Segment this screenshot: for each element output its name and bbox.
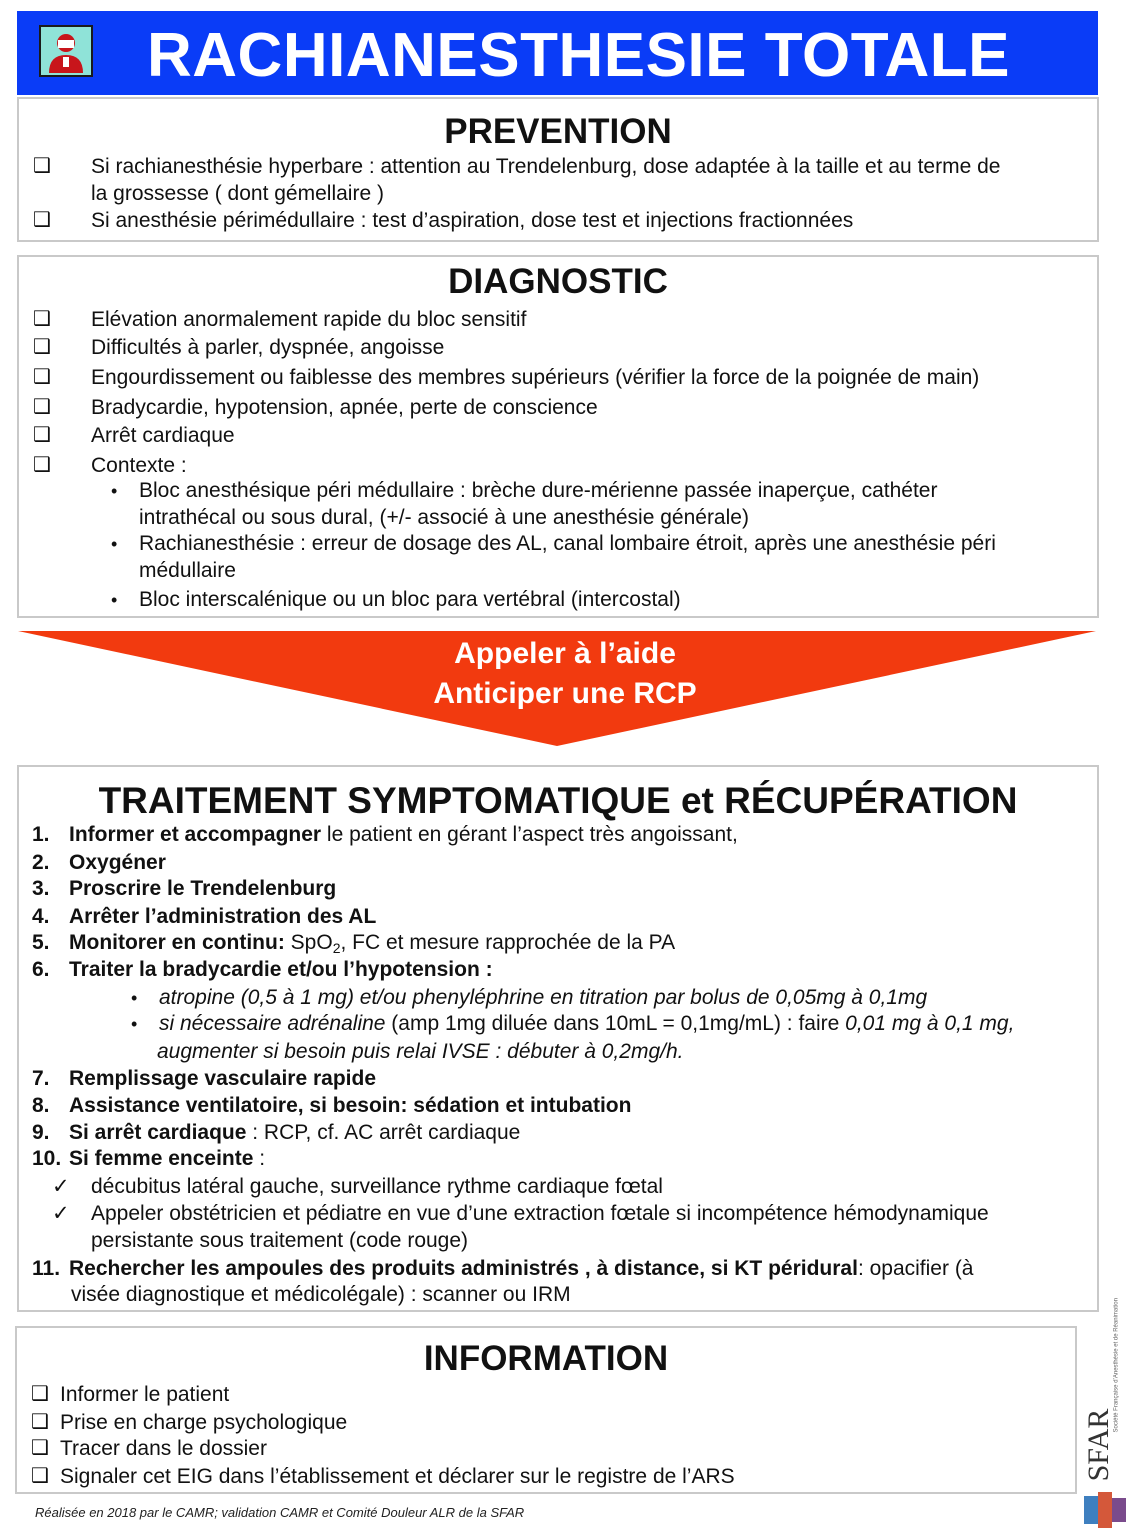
treatment-item-6b: si nécessaire adrénaline (amp 1mg diluée dans 10mL = 0,1mg/mL) : faire 0,01 mg à 0,1 mg, <box>159 1012 1015 1035</box>
logo-subtitle: Société Française d’Anesthésie et de Réanimation <box>1113 1298 1120 1433</box>
item-number: 1. <box>32 823 50 846</box>
title-banner <box>17 11 1098 95</box>
checkbox-icon: ❑ <box>31 1437 49 1459</box>
context-item: Bloc anesthésique péri médullaire : brèche dure-mérienne passée inaperçue, cathéter <box>139 479 938 502</box>
context-item-cont: médullaire <box>139 559 236 582</box>
treatment-item-10a: décubitus latéral gauche, surveillance rythme cardiaque fœtal <box>91 1175 663 1198</box>
treatment-item-1: Informer et accompagner le patient en gérant l’aspect très angoissant, <box>69 823 738 846</box>
bullet-icon: • <box>131 988 138 1008</box>
diagnostic-item: Arrêt cardiaque <box>91 424 235 447</box>
treatment-item-10: Si femme enceinte : <box>69 1147 266 1170</box>
call-for-help-text: Appeler à l’aide <box>454 637 676 670</box>
information-item: Prise en charge psychologique <box>60 1411 348 1434</box>
diagnostic-section <box>17 255 1099 618</box>
diagnostic-item: Engourdissement ou faiblesse des membres supérieurs (vérifier la force de la poignée de main) <box>91 366 980 389</box>
treatment-item-11-cont: visée diagnostique et médicolégale) : scanner ou IRM <box>71 1283 571 1306</box>
treatment-item-8: Assistance ventilatoire, si besoin: sédation et intubation <box>69 1094 632 1117</box>
item-number: 7. <box>32 1067 50 1090</box>
treatment-item-6b-cont: augmenter si besoin puis relai IVSE : débuter à 0,2mg/h. <box>157 1040 684 1063</box>
checkbox-icon: ❑ <box>31 1411 49 1433</box>
checkbox-icon: ❑ <box>33 366 51 388</box>
treatment-title: TRAITEMENT SYMPTOMATIQUE et RÉCUPÉRATION <box>98 780 1018 821</box>
check-icon: ✓ <box>52 1175 70 1198</box>
information-item: Tracer dans le dossier <box>60 1437 267 1460</box>
treatment-item-10b-cont: persistante sous traitement (code rouge) <box>91 1229 469 1252</box>
item-number: 8. <box>32 1094 50 1117</box>
footer-credit: Réalisée en 2018 par le CAMR; validation CAMR et Comité Douleur ALR de la SFAR <box>35 1505 525 1520</box>
checkbox-icon: ❑ <box>33 155 51 177</box>
bullet-icon: • <box>111 590 118 610</box>
checkbox-icon: ❑ <box>33 454 51 476</box>
treatment-item-3: Proscrire le Trendelenburg <box>69 877 337 900</box>
item-number: 4. <box>32 905 50 928</box>
item-number: 6. <box>32 958 50 981</box>
item-number: 3. <box>32 877 50 900</box>
treatment-section <box>17 765 1099 1312</box>
treatment-item-10b: Appeler obstétricien et pédiatre en vue d’une extraction fœtale si incompétence hémodynamique <box>91 1202 989 1225</box>
bullet-icon: • <box>111 534 118 554</box>
prevention-item-1-cont: la grossesse ( dont gémellaire ) <box>91 182 384 205</box>
treatment-item-6: Traiter la bradycardie et/ou l’hypotension : <box>69 958 493 981</box>
treatment-item-2: Oxygéner <box>69 851 166 874</box>
page-title: RACHIANESTHESIE TOTALE <box>147 21 1010 90</box>
checkbox-icon: ❑ <box>33 396 51 418</box>
diagnostic-item: Bradycardie, hypotension, apnée, perte de conscience <box>91 396 598 419</box>
item-number: 11. <box>32 1257 61 1280</box>
diagnostic-item: Elévation anormalement rapide du bloc sensitif <box>91 308 527 331</box>
treatment-item-6a: atropine (0,5 à 1 mg) et/ou phenyléphrine en titration par bolus de 0,05mg à 0,1mg <box>159 986 928 1009</box>
information-item: Signaler cet EIG dans l’établissement et déclarer sur le registre de l’ARS <box>60 1465 735 1488</box>
checkbox-icon: ❑ <box>31 1383 49 1405</box>
prevention-title: PREVENTION <box>444 112 672 151</box>
anticipate-rcp-text: Anticiper une RCP <box>433 677 697 710</box>
item-number: 10. <box>32 1147 62 1170</box>
logo-text: SFAR <box>1082 1408 1115 1482</box>
doctor-icon <box>39 25 93 77</box>
bullet-icon: • <box>111 481 118 501</box>
item-number: 2. <box>32 851 50 874</box>
item-number: 9. <box>32 1121 50 1144</box>
diagnostic-item: Contexte : <box>91 454 187 477</box>
treatment-item-5: Monitorer en continu: SpO$_2$, FC et mesure rapprochée de la PA <box>69 931 676 956</box>
treatment-item-4: Arrêter l’administration des AL <box>69 905 377 928</box>
information-title: INFORMATION <box>423 1339 669 1378</box>
context-item: Rachianesthésie : erreur de dosage des AL, canal lombaire étroit, après une anesthésie péri <box>139 532 996 555</box>
context-item-cont: intrathécal ou sous dural, (+/- associé à une anesthésie générale) <box>139 506 749 529</box>
diagnostic-item: Difficultés à parler, dyspnée, angoisse <box>91 336 445 359</box>
prevention-item-2: Si anesthésie périmédullaire : test d’aspiration, dose test et injections fractionnées <box>91 209 854 232</box>
bullet-icon: • <box>131 1014 138 1034</box>
checkbox-icon: ❑ <box>33 336 51 358</box>
information-section <box>15 1326 1077 1494</box>
checkbox-icon: ❑ <box>33 209 51 231</box>
information-item: Informer le patient <box>60 1383 230 1406</box>
checkbox-icon: ❑ <box>33 308 51 330</box>
prevention-item-1: Si rachianesthésie hyperbare : attention au Trendelenburg, dose adaptée à la taille et au terme de <box>91 155 1001 178</box>
treatment-item-9: Si arrêt cardiaque : RCP, cf. AC arrêt cardiaque <box>69 1121 521 1144</box>
diagnostic-title: DIAGNOSTIC <box>448 262 668 301</box>
context-item: Bloc interscalénique ou un bloc para vertébral (intercostal) <box>139 588 681 611</box>
checkbox-icon: ❑ <box>33 424 51 446</box>
sfar-logo <box>1082 1290 1128 1530</box>
treatment-item-7: Remplissage vasculaire rapide <box>69 1067 376 1090</box>
item-number: 5. <box>32 931 50 954</box>
logo-mark-icon <box>1084 1492 1126 1528</box>
prevention-section <box>17 97 1099 242</box>
check-icon: ✓ <box>52 1202 70 1225</box>
treatment-item-11: Rechercher les ampoules des produits administrés , à distance, si KT péridural: opacifier (à <box>69 1257 974 1280</box>
checkbox-icon: ❑ <box>31 1465 49 1487</box>
